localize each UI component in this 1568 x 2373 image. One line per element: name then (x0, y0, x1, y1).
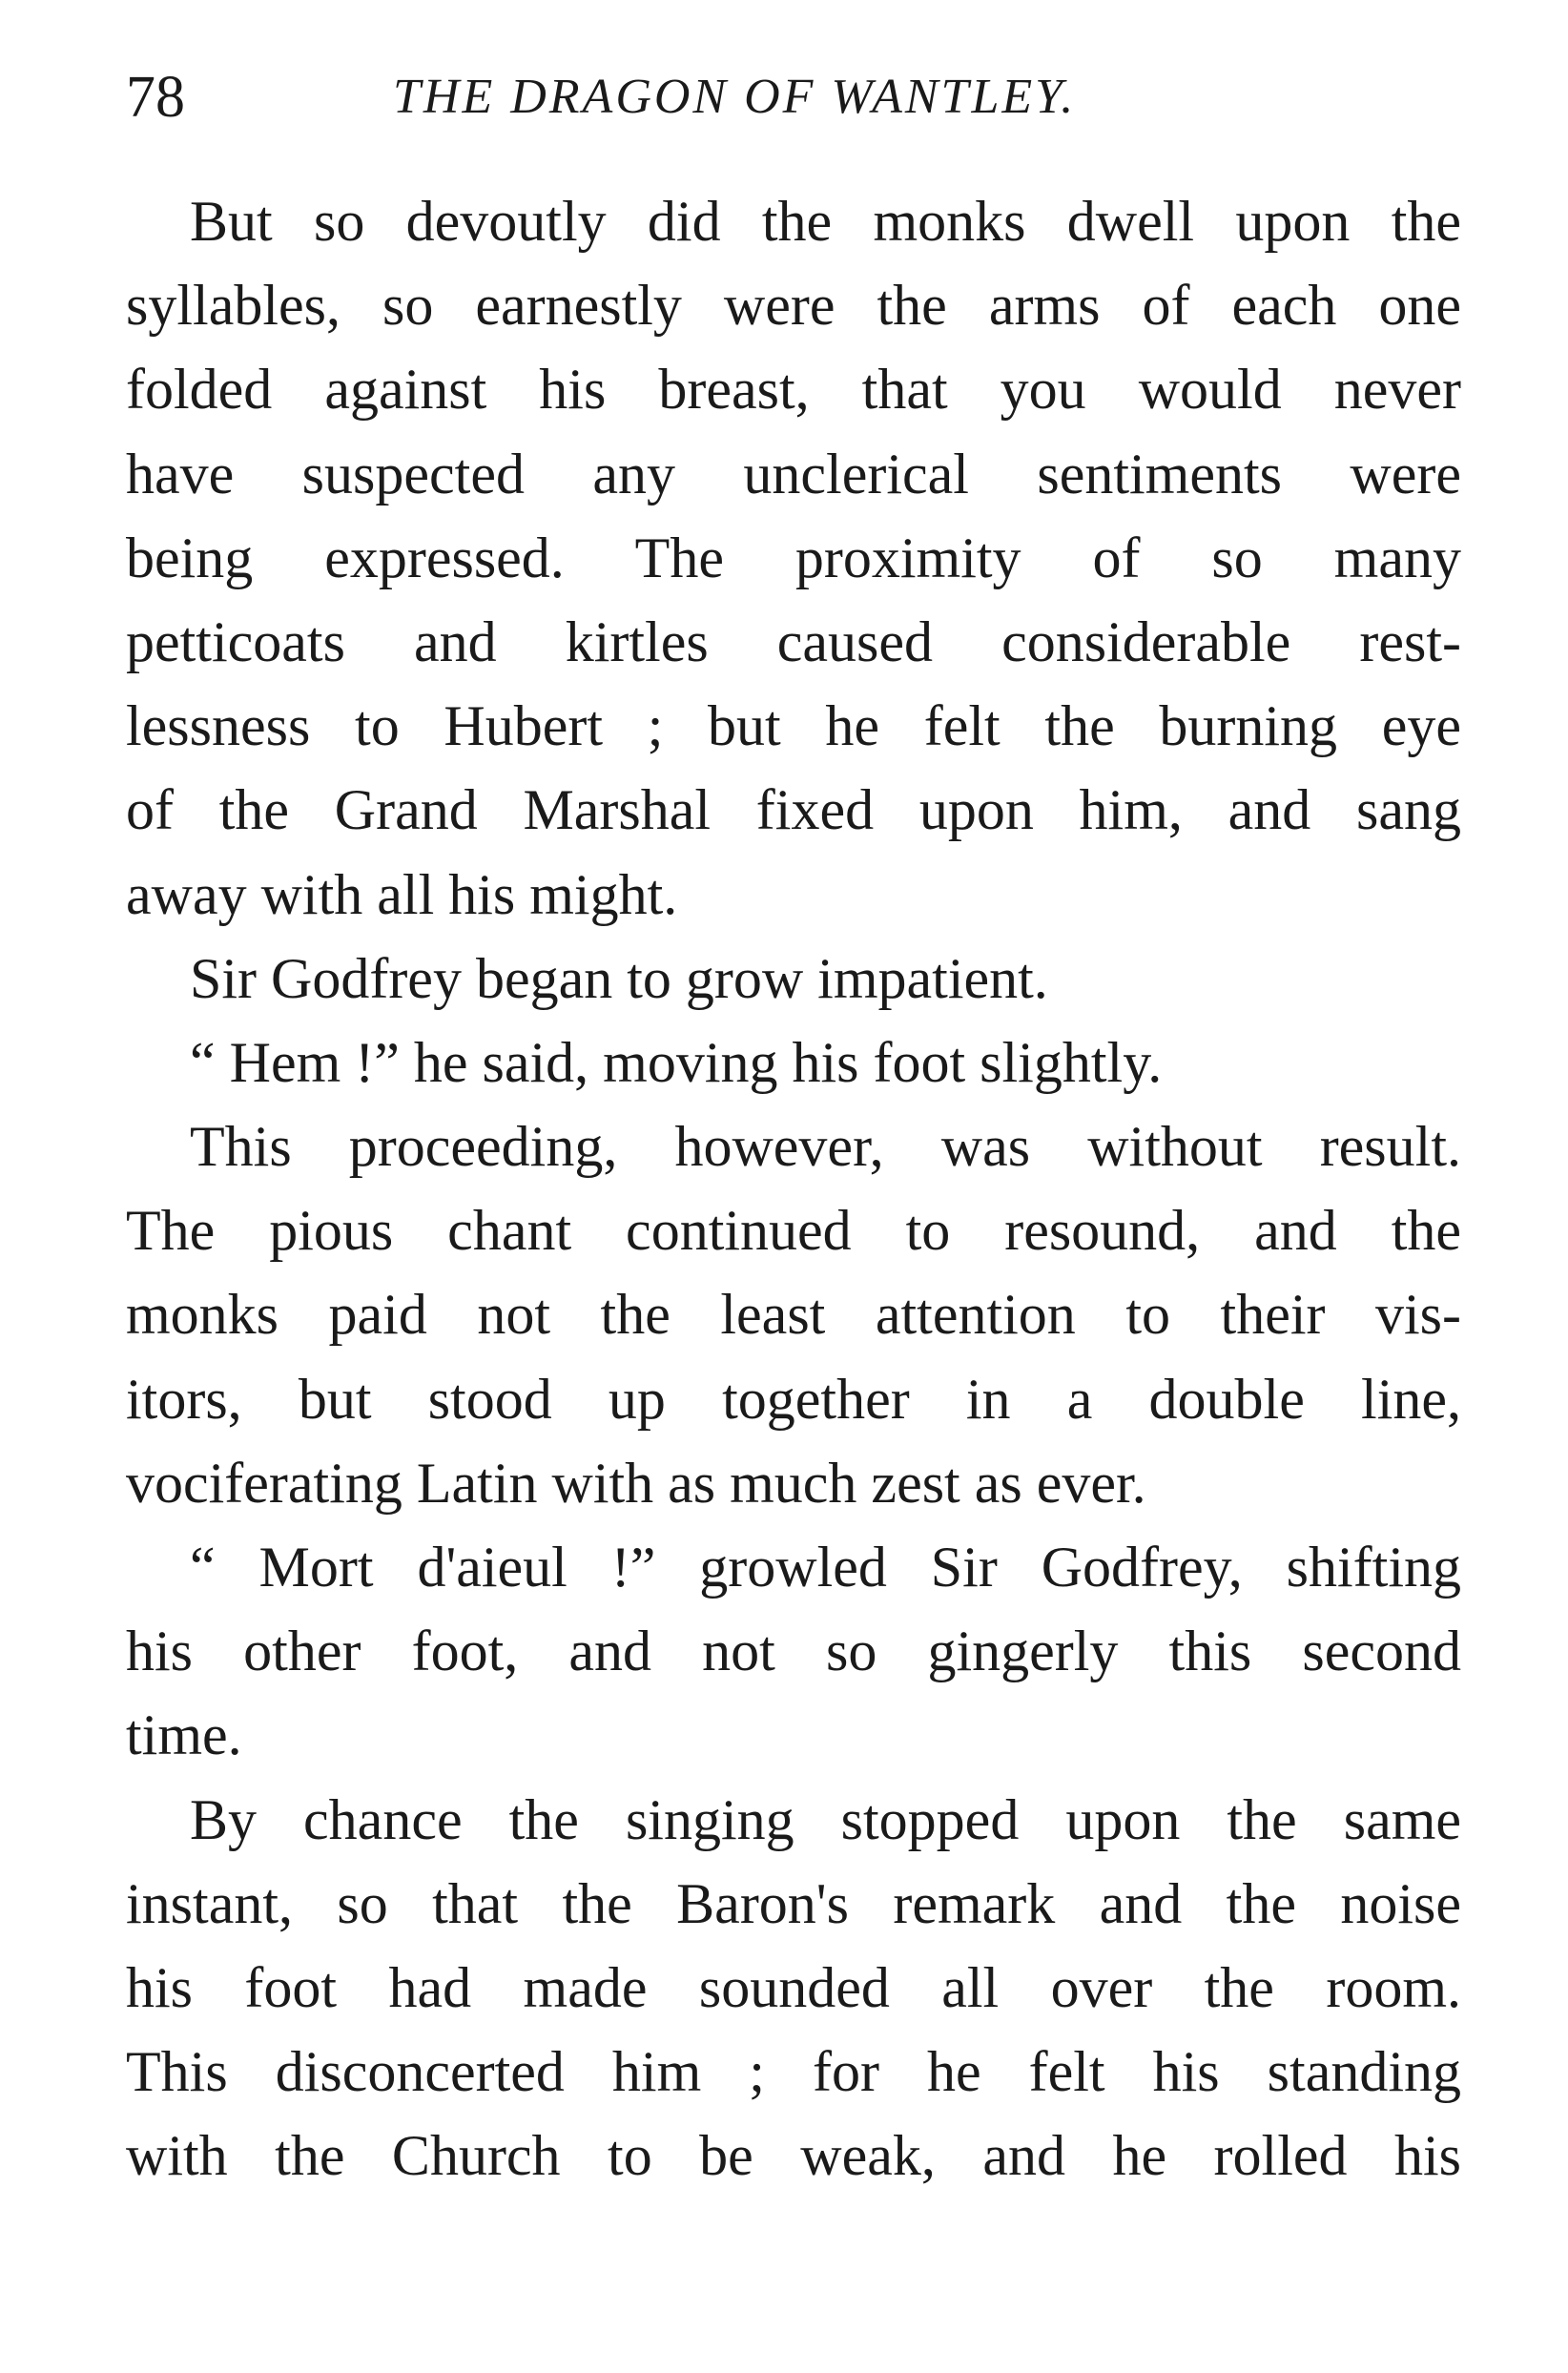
text-line: have suspected any unclerical sentiments were (126, 442, 1461, 506)
text-line: vociferating Latin with as much zest as ever. (126, 1451, 1146, 1515)
text-line: folded against his breast, that you would never (126, 358, 1461, 422)
text-line: By chance the singing stopped upon the same (190, 1787, 1461, 1851)
text-line: “ Hem !” he said, moving his foot slightly. (190, 1030, 1163, 1094)
text-line: instant, so that the Baron's remark and the noise (126, 1871, 1461, 1935)
text-line: monks paid not the least attention to their vis- (126, 1283, 1461, 1347)
text-line: away with all his might. (126, 862, 678, 926)
running-title: THE DRAGON OF WANTLEY. (393, 70, 1077, 124)
text-line: “ Mort d'aieul !” growled Sir Godfrey, shifting (190, 1536, 1461, 1599)
text-line: itors, but stood up together in a double line, (126, 1367, 1461, 1431)
text-line: time. (126, 1703, 242, 1767)
body-text (126, 179, 1461, 2198)
text-line: Sir Godfrey began to grow impatient. (190, 946, 1048, 1010)
text-line: The pious chant continued to resound, and the (126, 1199, 1461, 1263)
text-line: with the Church to be weak, and he rolled his (126, 2124, 1461, 2188)
text-line: his foot had made sounded all over the room. (126, 1955, 1461, 2019)
text-line: his other foot, and not so gingerly this second (126, 1620, 1461, 1683)
text-line: But so devoutly did the monks dwell upon the (190, 190, 1461, 253)
page-header (126, 59, 1461, 135)
text-line: This proceeding, however, was without result. (190, 1115, 1461, 1179)
text-line: being expressed. The proximity of so many (126, 526, 1461, 589)
page-number: 78 (126, 65, 185, 130)
text-line: syllables, so earnestly were the arms of each one (126, 274, 1461, 338)
text-line: This disconcerted him ; for he felt his standing (126, 2040, 1461, 2104)
text-line: petticoats and kirtles caused considerable rest- (126, 609, 1461, 673)
text-line: of the Grand Marshal fixed upon him, and sang (126, 778, 1461, 842)
text-line: lessness to Hubert ; but he felt the burning eye (126, 694, 1461, 758)
